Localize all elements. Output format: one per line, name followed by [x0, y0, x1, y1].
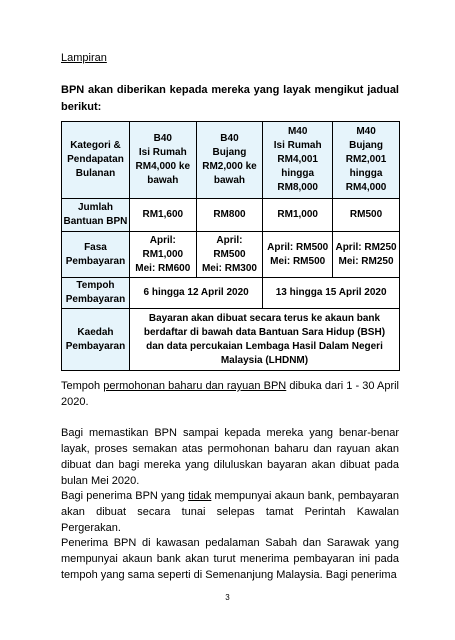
jumlah-row [62, 199, 400, 232]
tempoh-row [62, 278, 400, 309]
paragraph-sabah-sarawak: Penerima BPN di kawasan pedalaman Sabah dan Sarawak yang mempunyai akaun bank akan turut menerima pembayaran ini pada tempoh yang sama seperti di Semenanjung Malaysia. Bagi penerima [61, 537, 399, 581]
jumlah-b40-isi-rumah: RM1,600 [129, 199, 196, 232]
kaedah-text: Bayaran akan dibuat secara terus ke akaun bank berdaftar di bawah data Bantuan Sara Hidup (BSH) dan data percukaian Lembaga Hasil Dalam Negeri Malaysia (LHDNM) [129, 309, 399, 371]
table-header-row [62, 122, 400, 199]
underlined-phrase: permohonan baharu dan rayuan BPN [103, 380, 287, 392]
fasa-b40-isi-rumah: April: RM1,000 Mei: RM600 [129, 232, 196, 278]
header-b40-isi-rumah-cell: B40 Isi Rumah RM4,000 ke bawah [129, 122, 196, 199]
tempoh-m40: 13 hingga 15 April 2020 [263, 278, 400, 309]
fasa-b40-bujang: April: RM500 Mei: RM300 [196, 232, 263, 278]
bpn-table [61, 121, 400, 371]
kaedah-row [62, 309, 400, 371]
fasa-row [62, 232, 400, 278]
section-heading: Lampiran [61, 52, 107, 64]
paragraph-tempoh-permohonan: Tempoh permohonan baharu dan rayuan BPN dibuka dari 1 - 30 April 2020. [61, 380, 399, 408]
tempoh-label-cell: Tempoh Pembayaran [62, 278, 130, 309]
tempoh-b40: 6 hingga 12 April 2020 [129, 278, 262, 309]
kaedah-label-cell: Kaedah Pembayaran [62, 309, 130, 371]
fasa-label-cell: Fasa Pembayaran [62, 232, 130, 278]
page-number: 3 [225, 593, 230, 602]
paragraph-semakan: Bagi memastikan BPN sampai kepada mereka yang benar-benar layak, proses semakan atas permohonan baharu dan rayuan akan dibuat dan bagi mereka yang diluluskan bayaran akan dibuat pada bulan Mei 2020. [61, 427, 399, 487]
jumlah-b40-bujang: RM800 [196, 199, 263, 232]
fasa-m40-isi-rumah: April: RM500 Mei: RM500 [263, 232, 333, 278]
jumlah-label-cell: Jumlah Bantuan BPN [62, 199, 130, 232]
header-m40-isi-rumah-cell: M40 Isi Rumah RM4,001 hingga RM8,000 [263, 122, 333, 199]
header-category-cell: Kategori & Pendapatan Bulanan [62, 122, 130, 199]
header-m40-bujang-cell: M40 Bujang RM2,001 hingga RM4,000 [333, 122, 400, 199]
header-b40-bujang-cell: B40 Bujang RM2,000 ke bawah [196, 122, 263, 199]
jumlah-m40-isi-rumah: RM1,000 [263, 199, 333, 232]
paragraph-tiada-akaun: Bagi penerima BPN yang tidak mempunyai akaun bank, pembayaran akan dibuat secara tunai selepas tamat Perintah Kawalan Pergerakan. [61, 490, 399, 534]
fasa-m40-bujang: April: RM250 Mei: RM250 [333, 232, 400, 278]
intro-text: BPN akan diberikan kepada mereka yang layak mengikut jadual berikut: [61, 84, 399, 113]
jumlah-m40-bujang: RM500 [333, 199, 400, 232]
underlined-word: tidak [188, 490, 212, 502]
